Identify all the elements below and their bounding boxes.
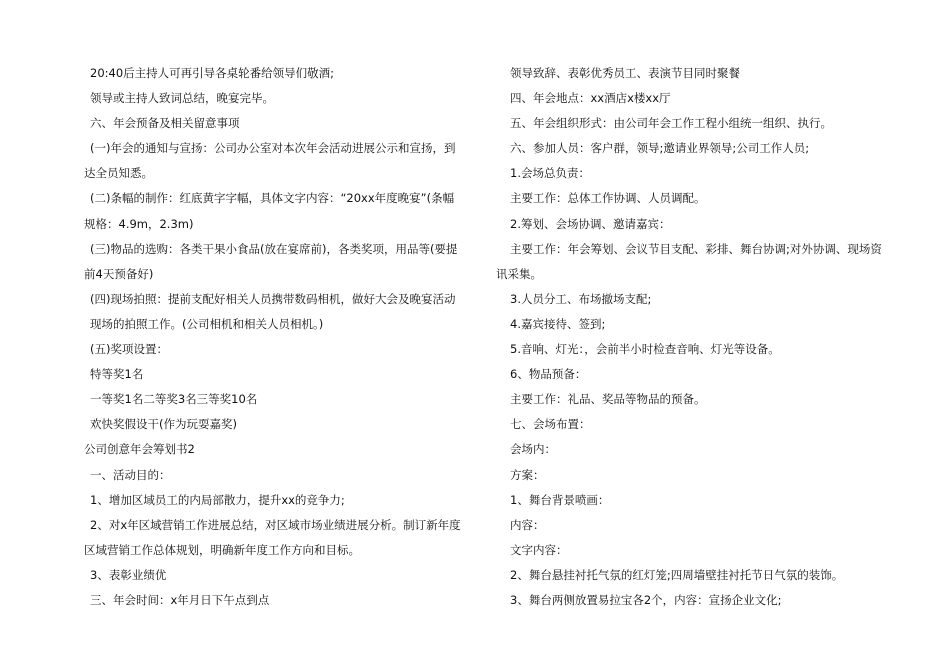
left-column [84, 66, 470, 618]
text-line: 一等奖1名二等奖3名三等奖10名 [90, 392, 258, 407]
right-column [496, 66, 882, 618]
text-line: 五、年会组织形式：由公司年会工作工程小组统一组织、执行。 [510, 116, 832, 131]
text-line: (二)条幅的制作：红底黄字字幅，具体文字内容：“20xx年度晚宴”(条幅 [90, 191, 455, 206]
text-line: 四、年会地点：xx酒店x楼xx厅 [510, 91, 671, 106]
text-line: 前4天预备好) [84, 266, 154, 281]
text-line: 1、舞台背景喷画： [510, 492, 610, 507]
text-line: 六、参加人员：客户群，领导;邀请业界领导;公司工作人员; [510, 141, 810, 156]
text-line: 内容： [510, 517, 545, 532]
text-line: 三、年会时间：x年月日下午点到点 [90, 592, 270, 607]
text-line: 主要工作：礼品、奖品等物品的预备。 [510, 392, 706, 407]
text-line: 领导或主持人致词总结，晚宴完毕。 [90, 91, 274, 106]
text-line: 主要工作：总体工作协调、人员调配。 [510, 191, 706, 206]
text-line: 六、年会预备及相关留意事项 [90, 116, 240, 131]
text-line: 1、增加区域员工的内局部散力，提升xx的竞争力; [90, 492, 345, 507]
text-line: 规格：4.9m，2.3m) [84, 216, 194, 231]
text-line: 1.会场总负责： [510, 166, 590, 181]
text-line: 4.嘉宾接待、签到; [510, 316, 606, 331]
text-line: 达全员知悉。 [84, 166, 153, 181]
text-line: 3.人员分工、布场撤场支配; [510, 291, 652, 306]
text-line: 七、会场布置： [510, 417, 591, 432]
text-line: 区域营销工作总体规划，明确新年度工作方向和目标。 [84, 542, 360, 557]
text-line: 2、对x年区域营销工作进展总结，对区域市场业绩进展分析。制订新年度 [90, 517, 461, 532]
text-line: 会场内： [510, 442, 556, 457]
text-line: 3、舞台两侧放置易拉宝各2个，内容：宣扬企业文化; [510, 592, 782, 607]
text-line: 领导致辞、表彰优秀员工、表演节目同时聚餐 [510, 66, 740, 80]
text-line: (四)现场拍照：提前支配好相关人员携带数码相机，做好大会及晚宴活动 [90, 291, 456, 306]
text-line: (五)奖项设置： [90, 342, 168, 357]
text-line: 5.音响、灯光：，会前半小时检查音响、灯光等设备。 [510, 342, 780, 357]
section-heading: 公司创意年会筹划书2 [84, 442, 195, 457]
text-line: 欢快奖假设干(作为玩耍嘉奖) [90, 417, 237, 432]
text-line: 方案： [510, 467, 545, 482]
text-line: 文字内容： [510, 542, 568, 557]
text-line: (一)年会的通知与宣扬：公司办公室对本次年会活动进展公示和宣扬，到 [90, 141, 456, 156]
text-line: 特等奖1名 [90, 367, 144, 382]
text-line: 现场的拍照工作。(公司相机和相关人员相机。) [90, 316, 324, 331]
text-line: 2、舞台悬挂衬托气氛的红灯笼;四周墙壁挂衬托节日气氛的装饰。 [510, 567, 844, 582]
text-line: (三)物品的选购：各类干果小食品(放在宴席前)，各类奖项，用品等(要提 [90, 241, 458, 256]
text-line: 一、活动目的： [90, 467, 171, 482]
text-line: 20:40后主持人可再引导各桌轮番给领导们敬酒; [90, 66, 335, 80]
text-line: 讯采集。 [496, 266, 542, 281]
text-line: 主要工作：年会筹划、会议节目支配、彩排、舞台协调;对外协调、现场资 [510, 241, 882, 256]
text-line: 2.筹划、会场协调、邀请嘉宾： [510, 216, 671, 231]
text-line: 6、物品预备： [510, 367, 587, 382]
text-line: 3、表彰业绩优 [90, 567, 167, 582]
